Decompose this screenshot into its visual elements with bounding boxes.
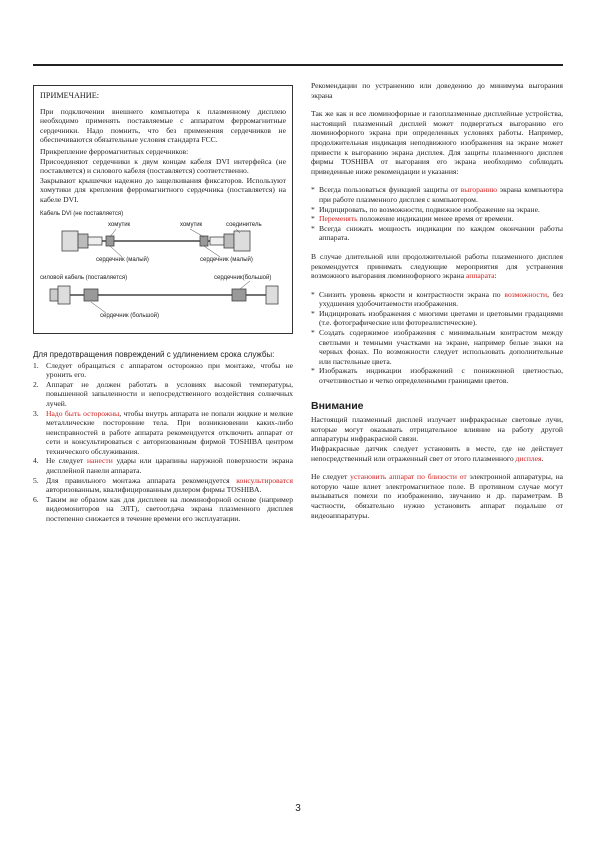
dvi-cable-label: Кабель DVI (не поставляется)	[40, 210, 124, 217]
right-column	[311, 81, 563, 529]
power-cable-graphic	[50, 286, 278, 304]
left-column	[33, 85, 293, 524]
note-paragraph: Закрывают крышечки надежно до защелкивания фиксаторов. Используют хомутики для крепления ферромагнитного сердечника (поставляется) на кабеле DVI.	[40, 175, 286, 204]
list-item: * Изображать индикации изображений с пониженной цветностью, отчетливостью и четко определенными границами цветов.	[311, 366, 563, 386]
sensor-paragraph: Инфракрасные датчик следует установить в месте, где не действует непосредственный или отраженный свет от этого плазменного дисплея.	[311, 444, 563, 463]
page-number: 3	[295, 803, 301, 814]
list-item: 5. Для правильного монтажа аппарата рекомендуется консультироватся авторизованным, квалифицированным дилером фирмы TOSHIBA.	[33, 475, 293, 495]
core-attachment-diagram	[40, 209, 286, 329]
recommendation-list	[311, 185, 563, 243]
burn-in-paragraph: Так же как и все люминофорные и газоплазменные дисплейные устройства, настоящий плазменный дисплей может подвергаться выгоранию его люминофорного экрана при определенных условиях работы. Например, продолжительная индикация неподвижного изображения на экране может привести к выгоранию экрана дисплея. Для защиты плазменного дисплея фирмы TOSHIBA от выгорания его экрана необходимо соблюдать приведенные ниже рекомендации и указания:	[311, 109, 563, 176]
measures-list	[311, 290, 563, 386]
attention-heading: Внимание	[311, 399, 364, 412]
core-big-label-bottom: сердечник (большой)	[100, 312, 160, 319]
power-cable-label: силовой кабель (поставляется)	[40, 274, 128, 281]
list-item: 3. Надо быть осторожны, чтобы внутрь аппарата не попали жидкие и мелкие металлические посторонние тела. При возникновении каких-либо неисправностей в работе аппарата рекомендуется отключить аппарат от сети и консультироваться с авторизованным фирмой TOSHIBA центром технического обслуживания.	[33, 408, 294, 456]
list-item: * Всегда пользоваться функцией защиты от выгоранию экрана компьютера при работе плазменного дисплея с компьютером.	[311, 185, 563, 204]
list-item: * Снизить уровень яркости и контрастности экрана по возможности, без ухудшения удобочитаемости изображения.	[311, 289, 564, 309]
top-rule	[33, 64, 563, 66]
note-paragraph: При подключении внешнего компьютера к плазменному дисплею необходимо применять поставляемые с аппаратом ферромагнитные сердечники. Надо помнить, что без применения сердечников не обеспечиваются обязательные условия стандарта FCC.	[40, 106, 286, 145]
clamp-label-1: хомутик	[108, 221, 131, 228]
core-small-label-2: сердечник (малый)	[200, 256, 253, 263]
placement-paragraph: Не следует установить аппарат по близости от электронной аппаратуры, на которую чаше влиет электромагнитное поле. В противном случае могут вызываться помехи по изображению, звучанию и др. параметрам. В частности, обязательно нужно установить аппарат подальше от видеоаппаратуры.	[311, 472, 563, 520]
core-big-label-right: сердечник(большой)	[214, 274, 272, 281]
note-box	[33, 85, 293, 334]
list-item: * Создать содержимое изображения с минимальным контрастом между светлыми и темными участками на экране, например белые знаки на черных фонах. По возможности следует использовать дополнительные или пастельные цвета.	[311, 328, 563, 366]
connector-label: соединитель	[226, 221, 262, 228]
core-small-label-1: сердечник (малый)	[96, 256, 149, 263]
note-title: ПРИМЕЧАНИЕ:	[40, 91, 99, 100]
list-item: 6. Таким же образом как для дисплеев на люминофорной основе (например видеомониторов на ЭЛТ), светоотдача экрана плазменного дисплея постепенно снижается в течение времени его эксплуатации.	[33, 494, 293, 524]
dvi-cable-graphic	[62, 231, 250, 251]
power-leader-lines	[91, 281, 250, 313]
list-item: 2. Аппарат не должен работать в условиях высокой температуры, повышенной запыленности и непосредственного воздействия солнечных лучей.	[33, 379, 293, 408]
burn-in-intro: Рекомендации по устранению или доведению до минимума выгорания экрана	[311, 81, 563, 100]
note-paragraph: Присоединяют сердечники к двум концам кабеля DVI интерфейса (не поставляется) и силового кабеля (поставляется) соответственно.	[40, 156, 286, 176]
list-item: * Всегда снижать мощность индикации по каждом окончании работы аппарата.	[311, 223, 563, 243]
list-item: 4. Не следует нанести удары или царапины наружной поверхности экрана дисплейной панели аппарата.	[33, 456, 293, 476]
list-item: 1. Следует обращаться с аппаратом осторожно при монтаже, чтобы не уронить его.	[33, 360, 293, 380]
damage-list	[33, 361, 293, 524]
damage-section-title: Для предотвращения повреждений с удлинением срока службы:	[33, 349, 275, 359]
clamp-label-2: хомутик	[180, 221, 203, 228]
note-paragraph: Прикрепление ферромагнитных сердечников:	[40, 146, 189, 156]
long-operation-paragraph: В случае длительной или продолжительной работы плазменного дисплея рекомендуется принимать следующие мероприятия для устранения возможного выгорания люминофорного экрана аппарата:	[311, 251, 563, 281]
list-item: * Индицировать, по возможности, подвижное изображение на экране.	[311, 204, 540, 214]
infrared-paragraph: Настоящий плазменный дисплей излучает инфракрасные световые лучи, которые могут оказывать отрицательное влияние на работу другой аппаратуры инфракрасной связи.	[311, 415, 563, 444]
list-item: * Индицировать изображения с многими цветами и цветовыми градациями (т.е. фотографические или фотореалистические).	[311, 308, 563, 328]
list-item: * Переменять положение индикации менее время от времени.	[311, 214, 514, 224]
